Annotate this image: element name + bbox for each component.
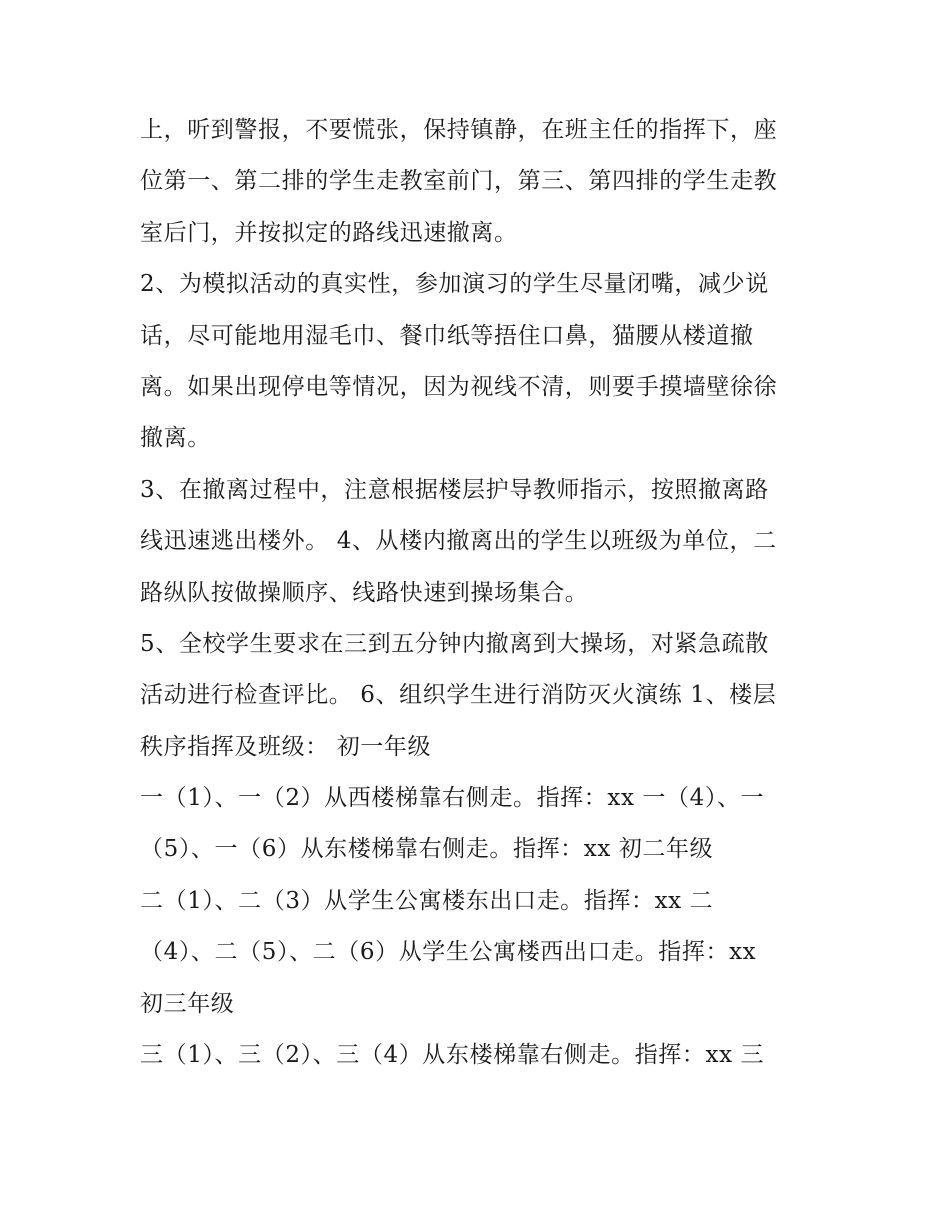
text-line: 二（1）、二（3）从学生公寓楼东出口走。指挥：xx 二 <box>140 887 714 914</box>
text-line: 室后门，并按拟定的路线迅速撤离。 <box>140 219 518 246</box>
text-line: 离。如果出现停电等情况，因为视线不清，则要手摸墙壁徐徐 <box>140 373 778 400</box>
text-line: 活动进行检查评比。 6、组织学生进行消防灭火演练 1、楼层 <box>140 682 777 709</box>
text-line: （5）、一（6）从东楼梯靠右侧走。指挥：xx 初二年级 <box>140 836 714 863</box>
text-line: 三（1）、三（2）、三（4）从东楼梯靠右侧走。指挥：xx 三 <box>140 1042 765 1069</box>
text-line: （4）、二（5）、二（6）从学生公寓楼西出口走。指挥：xx <box>140 939 757 966</box>
text-line: 撤离。 <box>140 425 211 452</box>
text-line: 上，听到警报，不要慌张，保持镇静，在班主任的指挥下，座 <box>140 117 778 143</box>
text-line: 位第一、第二排的学生走教室前门，第三、第四排的学生走教 <box>140 168 778 195</box>
text-line: 2、为模拟活动的真实性，参加演习的学生尽量闭嘴，减少说 <box>140 271 769 298</box>
text-line: 3、在撤离过程中，注意根据楼层护导教师指示，按照撤离路 <box>140 476 769 503</box>
text-line: 一（1）、一（2）从西楼梯靠右侧走。指挥：xx 一（4）、一 <box>140 785 765 812</box>
text-line: 初三年级 <box>140 990 235 1017</box>
text-line: 话，尽可能地用湿毛巾、餐巾纸等捂住口鼻，猫腰从楼道撤 <box>140 322 754 349</box>
text-line: 线迅速逃出楼外。 4、从楼内撤离出的学生以班级为单位，二 <box>140 528 777 555</box>
text-line: 路纵队按做操顺序、线路快速到操场集合。 <box>140 579 589 606</box>
text-line: 5、全校学生要求在三到五分钟内撤离到大操场，对紧急疏散 <box>140 630 769 657</box>
document-body <box>140 105 820 1081</box>
text-line: 秩序指挥及班级： 初一年级 <box>140 733 432 760</box>
